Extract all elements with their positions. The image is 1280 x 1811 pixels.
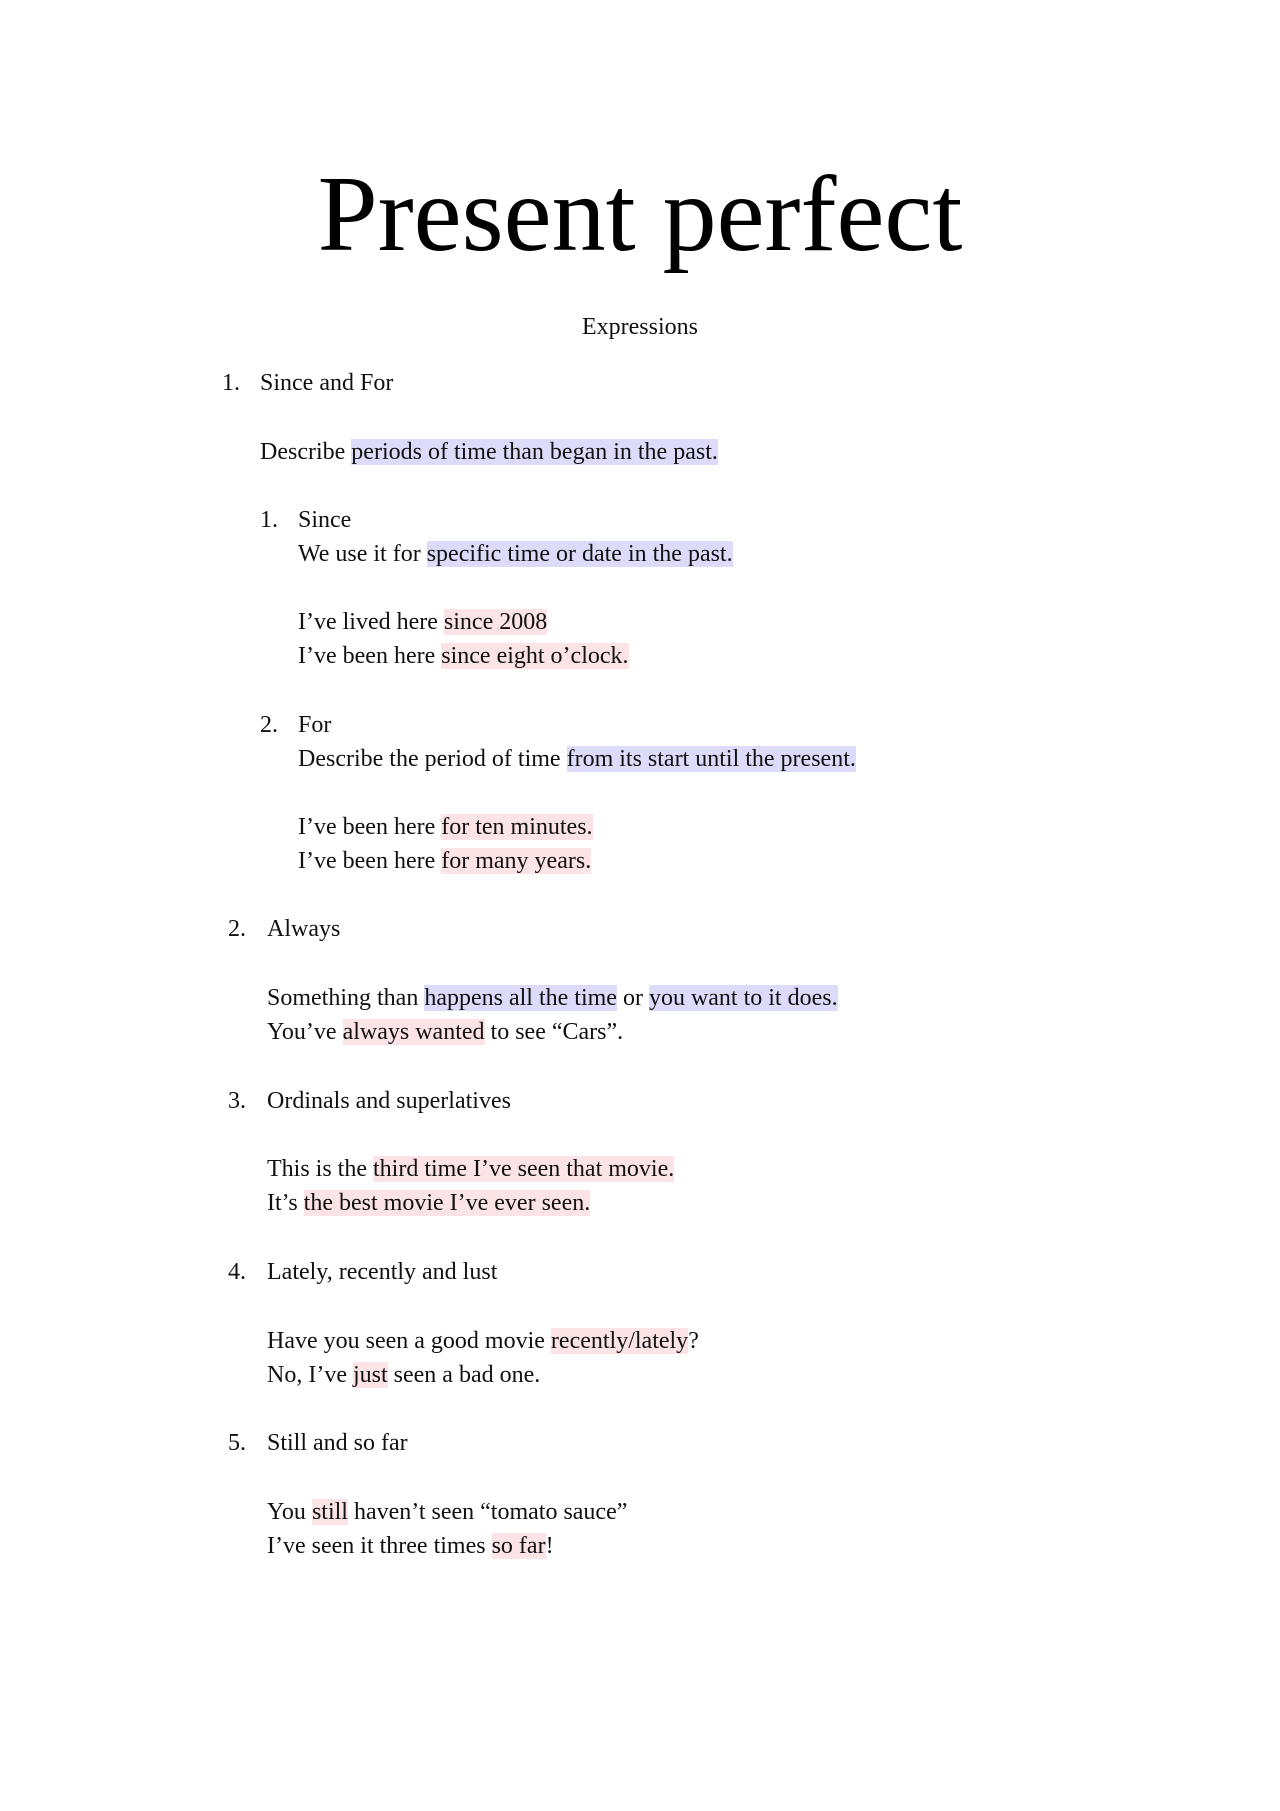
section-5-heading: Still and so far [267,1430,408,1456]
page-subtitle: Expressions [582,314,698,340]
highlight-example: still [311,1499,348,1525]
subsection-since-heading: Since [298,507,352,533]
highlight-definition: specific time or date in the past. [426,541,733,567]
section-2-example [267,1017,623,1047]
section-1-heading: Since and For [260,370,394,396]
section-2-description [267,983,838,1013]
section-1-number: 1. [222,370,240,396]
highlight-example: since eight o’clock. [441,643,629,669]
section-4-number: 4. [228,1259,246,1285]
highlight-example: since 2008 [443,609,548,635]
text-run: I’ve lived here [298,609,444,635]
for-rule [298,744,856,774]
section-3-number: 3. [228,1088,246,1114]
highlight-example: the best movie I’ve ever seen. [303,1190,591,1216]
section-4-example-2 [267,1360,540,1390]
highlight-definition: you want to it does. [648,985,838,1011]
section-1-description [260,437,718,467]
highlight-example: for many years. [441,848,592,874]
text-run: to see “Cars”. [484,1019,624,1045]
section-4-heading: Lately, recently and lust [267,1259,498,1285]
since-rule [298,539,733,569]
text-run: We use it for [298,541,427,567]
text-run: I’ve seen it three times [267,1533,492,1559]
text-run: This is the [267,1156,373,1182]
highlight-definition: from its start until the present. [566,746,856,772]
highlight-definition: periods of time than began in the past. [351,439,718,465]
section-2-heading: Always [267,916,341,942]
highlight-example: just [352,1362,388,1388]
text-run: You’ve [267,1019,343,1045]
text-run: ? [688,1328,699,1354]
for-example-1 [298,812,593,842]
text-run: ! [545,1533,554,1559]
since-example-1 [298,607,547,637]
since-example-2 [298,641,629,671]
text-run: seen a bad one. [387,1362,541,1388]
text-run: Something than [267,985,425,1011]
text-run: Describe the period of time [298,746,567,772]
section-5-example-1 [267,1497,627,1527]
text-run: I’ve been here [298,848,442,874]
section-2-number: 2. [228,916,246,942]
section-4-example-1 [267,1326,699,1356]
for-example-2 [298,846,591,876]
highlight-example: third time I’ve seen that movie. [373,1156,675,1182]
text-run: Have you seen a good movie [267,1328,551,1354]
subsection-for-number: 2. [260,712,278,738]
section-5-example-2 [267,1531,554,1561]
section-5-number: 5. [228,1430,246,1456]
text-run: Describe [260,439,352,465]
section-3-example-1 [267,1154,674,1184]
page-title: Present perfect [317,155,963,274]
subsection-for-heading: For [298,712,332,738]
text-run: haven’t seen “tomato sauce” [347,1499,628,1525]
section-3-heading: Ordinals and superlatives [267,1088,511,1114]
highlight-example: always wanted [342,1019,485,1045]
subsection-since-number: 1. [260,507,278,533]
text-run: It’s [267,1190,304,1216]
highlight-example: for ten minutes. [441,814,593,840]
highlight-definition: happens all the time [424,985,617,1011]
text-run: You [267,1499,312,1525]
section-3-example-2 [267,1188,590,1218]
highlight-example: so far [491,1533,546,1559]
text-run: I’ve been here [298,814,442,840]
text-run: No, I’ve [267,1362,353,1388]
highlight-example: recently/lately [550,1328,689,1354]
text-run: or [616,985,649,1011]
text-run: I’ve been here [298,643,442,669]
